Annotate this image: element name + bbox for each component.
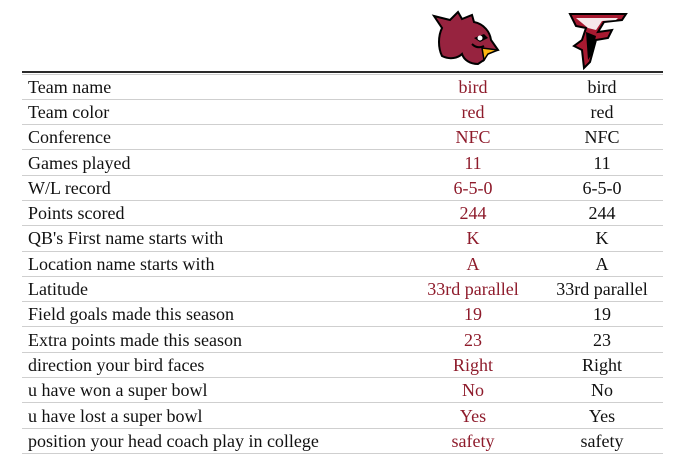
row-label: Latitude (22, 276, 405, 301)
cardinals-value: A (405, 251, 541, 276)
falcons-value: 33rd parallel (541, 276, 663, 301)
cardinals-value: Yes (405, 403, 541, 428)
cardinals-value: 19 (405, 302, 541, 327)
row-label: u have won a super bowl (22, 378, 405, 403)
cardinals-value: safety (405, 428, 541, 453)
team-comparison-table (22, 71, 663, 454)
row-label: Field goals made this season (22, 302, 405, 327)
table-row (22, 327, 663, 352)
table-row (22, 74, 663, 99)
falcons-value: A (541, 251, 663, 276)
falcons-value: Right (541, 352, 663, 377)
row-label: direction your bird faces (22, 352, 405, 377)
row-label: u have lost a super bowl (22, 403, 405, 428)
row-label: Location name starts with (22, 251, 405, 276)
table-row (22, 428, 663, 453)
cardinals-value: 11 (405, 150, 541, 175)
row-label: Conference (22, 125, 405, 150)
row-label: Team color (22, 99, 405, 124)
falcons-value: 11 (541, 150, 663, 175)
team-logos-header (0, 0, 690, 72)
falcons-value: Yes (541, 403, 663, 428)
table-row (22, 251, 663, 276)
falcons-value: safety (541, 428, 663, 453)
table-row (22, 403, 663, 428)
table-row (22, 175, 663, 200)
row-label: position your head coach play in college (22, 428, 405, 453)
cardinals-value: 33rd parallel (405, 276, 541, 301)
falcons-value: 23 (541, 327, 663, 352)
row-label: Points scored (22, 200, 405, 225)
table-row (22, 200, 663, 225)
table-row (22, 226, 663, 251)
cardinals-value: 6-5-0 (405, 175, 541, 200)
table-row (22, 352, 663, 377)
row-label: Team name (22, 74, 405, 99)
falcons-value: bird (541, 74, 663, 99)
table-row (22, 99, 663, 124)
cardinals-value: No (405, 378, 541, 403)
cardinals-value: red (405, 99, 541, 124)
table-row (22, 125, 663, 150)
cardinals-value: bird (405, 74, 541, 99)
arizona-cardinals-logo-icon (428, 8, 500, 70)
falcons-value: 6-5-0 (541, 175, 663, 200)
cardinals-value: 244 (405, 200, 541, 225)
table-body (22, 74, 663, 453)
cardinals-value: 23 (405, 327, 541, 352)
table-row (22, 150, 663, 175)
falcons-value: K (541, 226, 663, 251)
cardinals-value: NFC (405, 125, 541, 150)
table-row (22, 302, 663, 327)
falcons-value: NFC (541, 125, 663, 150)
row-label: Extra points made this season (22, 327, 405, 352)
cardinals-value: Right (405, 352, 541, 377)
table-row (22, 378, 663, 403)
atlanta-falcons-logo-icon (562, 10, 634, 70)
table-row (22, 276, 663, 301)
row-label: Games played (22, 150, 405, 175)
falcons-value: 19 (541, 302, 663, 327)
row-label: QB's First name starts with (22, 226, 405, 251)
falcons-value: No (541, 378, 663, 403)
falcons-value: 244 (541, 200, 663, 225)
cardinals-value: K (405, 226, 541, 251)
row-label: W/L record (22, 175, 405, 200)
falcons-value: red (541, 99, 663, 124)
